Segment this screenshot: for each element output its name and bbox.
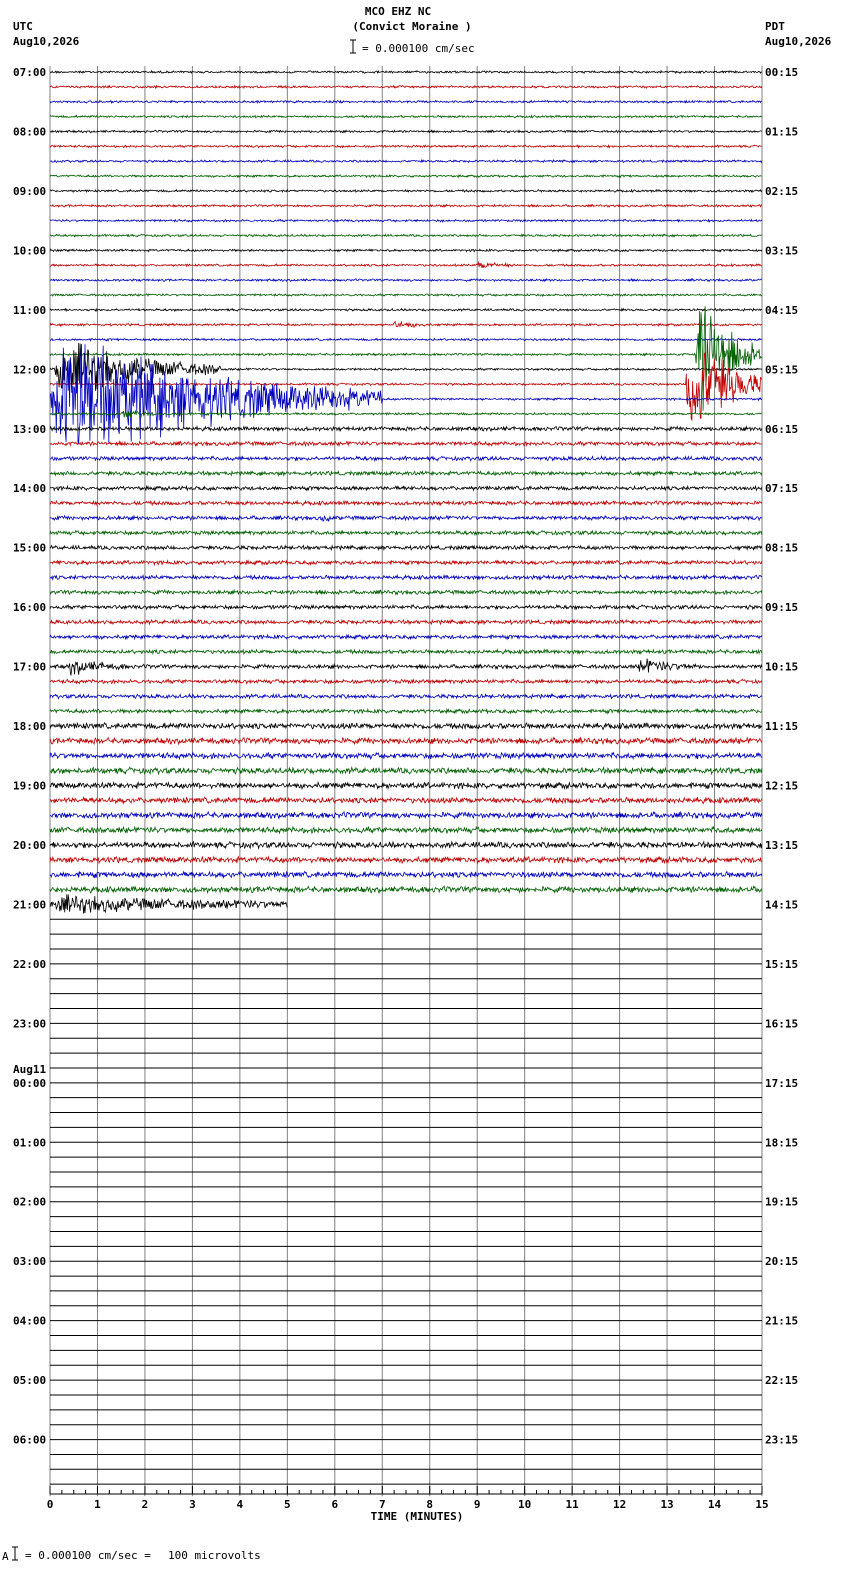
pdt-hour-label: 13:15: [765, 838, 799, 852]
utc-hour-label: 01:00: [13, 1136, 47, 1150]
trace-row: [50, 130, 762, 133]
trace-row: [50, 86, 762, 88]
right-date: Aug10,2026: [765, 35, 832, 48]
left-date: Aug10,2026: [13, 35, 80, 48]
pdt-hour-label: 03:15: [765, 244, 799, 258]
pdt-hour-label: 22:15: [765, 1374, 799, 1388]
utc-hour-label: 06:00: [13, 1433, 47, 1447]
pdt-hour-label: 02:15: [765, 184, 799, 198]
trace-row: [50, 279, 762, 282]
trace-row: [50, 531, 762, 535]
utc-hour-label: 20:00: [13, 838, 47, 852]
trace-row: [50, 115, 762, 118]
utc-hour-labels: [13, 66, 46, 1447]
utc-hour-label: 16:00: [13, 601, 47, 615]
trace-row: [50, 659, 762, 676]
trace-row: [50, 738, 762, 745]
footer-scale-label: = 0.000100 cm/sec =: [25, 1549, 151, 1562]
trace-row: [50, 857, 762, 864]
site-name: (Convict Moraine ): [352, 20, 472, 33]
trace-row: [50, 546, 762, 550]
utc-hour-label: 14:00: [13, 482, 47, 496]
trace-row: [50, 322, 762, 328]
trace-row: [50, 575, 762, 580]
pdt-hour-label: 11:15: [765, 720, 799, 734]
trace-row: [50, 309, 762, 312]
trace-row: [50, 650, 762, 654]
trace-row: [50, 694, 762, 698]
utc-hour-label: 17:00: [13, 660, 47, 674]
scale-label: = 0.000100 cm/sec: [362, 42, 475, 55]
utc-hour-label: 18:00: [13, 720, 47, 734]
station-title: MCO EHZ NC: [364, 5, 432, 18]
x-tick-label: 6: [331, 1498, 339, 1511]
trace-row: [50, 723, 762, 730]
x-tick-label: 14: [707, 1498, 722, 1511]
pdt-hour-label: 10:15: [765, 660, 799, 674]
footer-note-prefix: A: [2, 1550, 9, 1563]
pdt-hour-label: 20:15: [765, 1255, 799, 1269]
x-tick-label: 0: [46, 1498, 54, 1511]
utc-hour-label: 22:00: [13, 957, 47, 971]
left-timezone: UTC: [13, 20, 33, 33]
footer-microvolts: 100 microvolts: [168, 1549, 261, 1562]
x-tick-label: 11: [565, 1498, 579, 1511]
pdt-hour-label: 18:15: [765, 1136, 799, 1150]
trace-row: [50, 442, 762, 446]
trace-row: [50, 249, 762, 252]
pdt-hour-label: 12:15: [765, 779, 799, 793]
utc-hour-label: 11:00: [13, 303, 47, 317]
trace-row: [50, 486, 762, 491]
x-tick-label: 9: [473, 1498, 481, 1511]
trace-row: [50, 842, 762, 849]
pdt-hour-label: 19:15: [765, 1195, 799, 1209]
trace-row: [50, 782, 762, 789]
trace-row: [50, 501, 762, 506]
right-timezone: PDT: [765, 20, 785, 33]
trace-row: [50, 344, 762, 444]
utc-hour-label: 12:00: [13, 363, 47, 377]
seismic-traces: [50, 71, 762, 914]
trace-row: [50, 709, 762, 713]
pdt-hour-label: 04:15: [765, 303, 799, 317]
trace-row: [50, 145, 762, 148]
utc-hour-label: 05:00: [13, 1374, 47, 1388]
x-tick-label: 8: [426, 1498, 434, 1511]
trace-row: [50, 338, 762, 341]
trace-row: [50, 205, 762, 208]
pdt-hour-label: 09:15: [765, 601, 799, 615]
pdt-hour-label: 14:15: [765, 898, 799, 912]
trace-row: [50, 263, 762, 269]
trace-row: [50, 190, 762, 193]
trace-row: [50, 635, 762, 639]
pdt-hour-label: 15:15: [765, 957, 799, 971]
x-axis: [47, 1486, 769, 1511]
utc-hour-label: 09:00: [13, 184, 47, 198]
utc-hour-label: 02:00: [13, 1195, 47, 1209]
trace-row: [50, 160, 762, 162]
trace-row: [50, 797, 762, 804]
x-tick-label: 1: [94, 1498, 101, 1511]
x-tick-label: 7: [378, 1498, 386, 1511]
trace-row: [50, 71, 762, 73]
trace-row: [50, 886, 762, 893]
trace-row: [50, 605, 762, 610]
trace-row: [50, 827, 762, 834]
trace-row: [50, 620, 762, 624]
pdt-hour-label: 17:15: [765, 1076, 799, 1090]
footer-scale-bar-icon: [12, 1547, 18, 1560]
pdt-hour-label: 00:15: [765, 66, 799, 79]
pdt-hour-label: 07:15: [765, 482, 799, 496]
pdt-hour-label: 08:15: [765, 541, 799, 555]
utc-hour-label: 10:00: [13, 244, 47, 258]
utc-hour-label: 08:00: [13, 125, 47, 139]
trace-row: [50, 767, 762, 774]
utc-hour-label: 04:00: [13, 1314, 47, 1328]
utc-hour-label: 07:00: [13, 66, 47, 79]
trace-row: [50, 456, 762, 460]
utc-hour-label: 19:00: [13, 779, 47, 793]
trace-row: [50, 679, 762, 684]
trace-row: [50, 872, 762, 879]
pdt-hour-label: 05:15: [765, 363, 799, 377]
x-tick-label: 13: [660, 1498, 674, 1511]
trace-row: [50, 306, 762, 410]
x-tick-label: 15: [755, 1498, 769, 1511]
x-tick-label: 12: [612, 1498, 627, 1511]
trace-row: [50, 560, 762, 564]
trace-row: [50, 219, 762, 222]
utc-hour-label: 00:00: [13, 1076, 47, 1090]
x-tick-label: 5: [284, 1498, 291, 1511]
trace-row: [50, 516, 762, 522]
utc-hour-label: 03:00: [13, 1255, 47, 1269]
x-tick-label: 3: [189, 1498, 196, 1511]
x-tick-label: 4: [236, 1498, 244, 1511]
x-tick-label: 2: [141, 1498, 149, 1511]
trace-row: [50, 234, 762, 237]
utc-hour-label: 13:00: [13, 422, 47, 436]
utc-date-change-label: Aug11: [13, 1062, 47, 1076]
trace-row: [50, 175, 762, 177]
pdt-hour-labels: [765, 66, 798, 1447]
trace-row: [50, 101, 762, 104]
pdt-hour-label: 16:15: [765, 1017, 799, 1031]
pdt-hour-label: 06:15: [765, 422, 799, 436]
pdt-hour-label: 21:15: [765, 1314, 799, 1328]
scale-bar-icon: [350, 40, 356, 53]
pdt-hour-label: 01:15: [765, 125, 799, 139]
pdt-hour-label: 23:15: [765, 1433, 799, 1447]
trace-row: [50, 590, 762, 594]
utc-hour-label: 23:00: [13, 1017, 47, 1031]
trace-row: [50, 411, 762, 419]
trace-row: [50, 812, 762, 819]
x-axis-title: TIME (MINUTES): [370, 1510, 464, 1523]
trace-row: [50, 894, 287, 913]
x-tick-label: 10: [518, 1498, 532, 1511]
utc-hour-label: 21:00: [13, 898, 47, 912]
trace-row: [50, 294, 762, 297]
trace-row: [50, 471, 762, 475]
trace-row: [50, 753, 762, 760]
utc-hour-label: 15:00: [13, 541, 47, 555]
